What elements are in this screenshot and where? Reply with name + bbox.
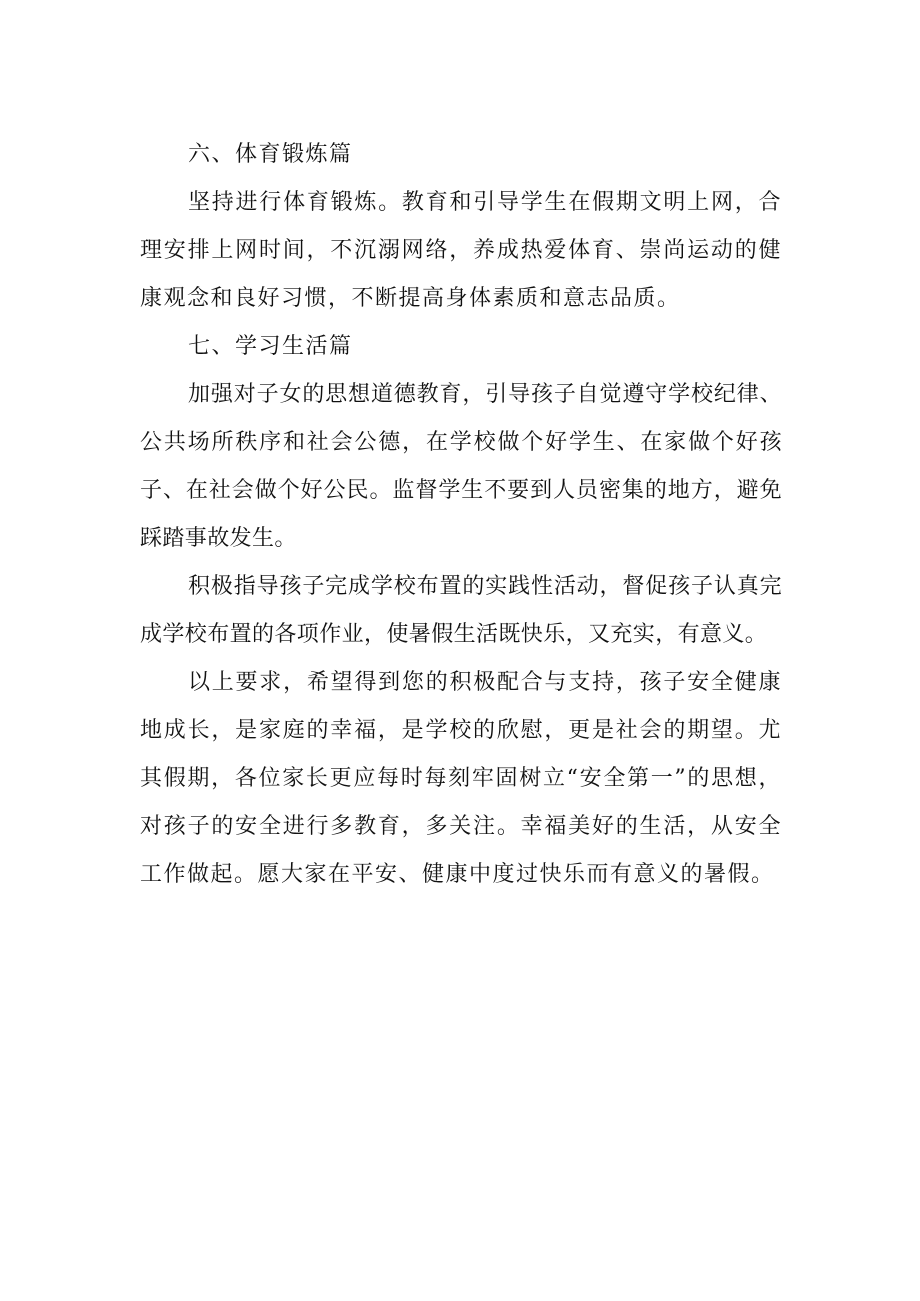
paragraph-closing-remarks: 以上要求，希望得到您的积极配合与支持，孩子安全健康地成长，是家庭的幸福，是学校的欣慰，更是社会的期望。尤其假期，各位家长更应每时每刻牢固树立“安全第一”的思想，对孩子的安全进行多教育，多关注。幸福美好的生活，从安全工作做起。愿大家在平安、健康中度过快乐而有意义的暑假。 xyxy=(140,670,782,887)
section-heading-sports: 六、体育锻炼篇 xyxy=(188,142,353,167)
section-heading-study-life: 七、学习生活篇 xyxy=(188,334,353,359)
paragraph-moral-education: 加强对子女的思想道德教育，引导孩子自觉遵守学校纪律、公共场所秩序和社会公德，在学校做个好学生、在家做个好孩子、在社会做个好公民。监督学生不要到人员密集的地方，避免踩踏事故发生。 xyxy=(140,382,782,551)
paragraph-sports-exercise: 坚持进行体育锻炼。教育和引导学生在假期文明上网，合理安排上网时间，不沉溺网络，养成热爱体育、崇尚运动的健康观念和良好习惯，不断提高身体素质和意志品质。 xyxy=(140,190,782,311)
document-body xyxy=(140,131,782,899)
paragraph-school-activities: 积极指导孩子完成学校布置的实践性活动，督促孩子认真完成学校布置的各项作业，使暑假生活既快乐，又充实，有意义。 xyxy=(140,574,782,647)
